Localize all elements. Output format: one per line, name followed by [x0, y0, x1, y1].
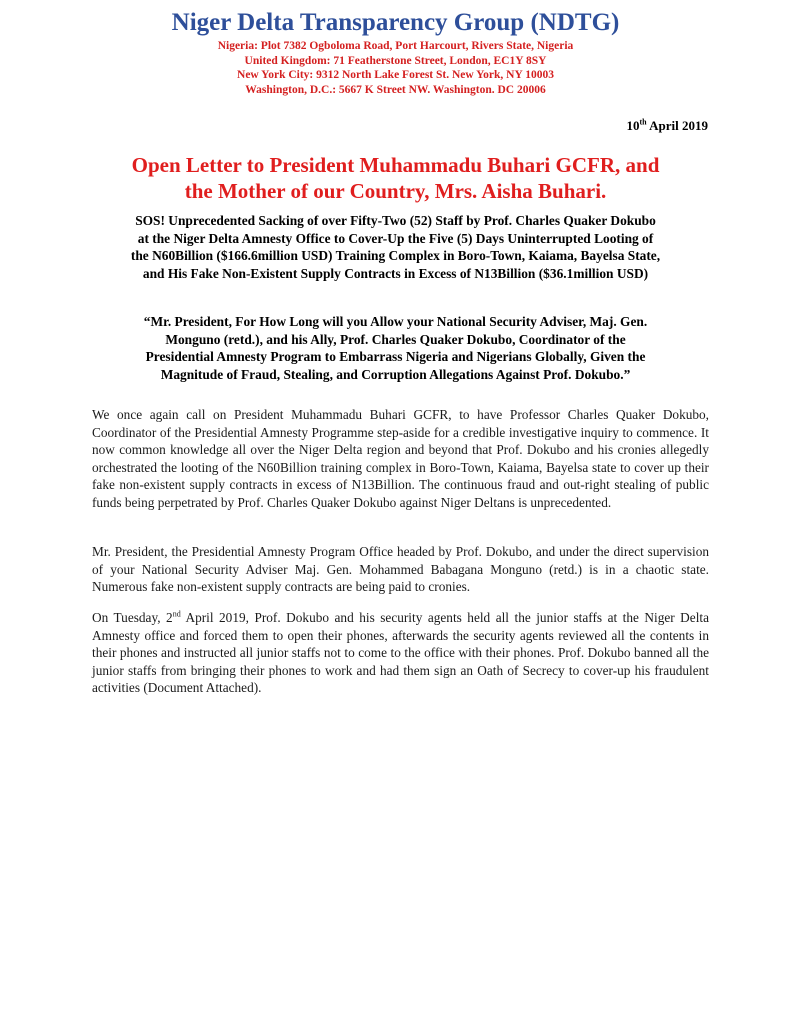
quote-line-1: “Mr. President, For How Long will you Allow your National Security Adviser, Maj. Gen.: [143, 314, 648, 329]
date-day-suffix: th: [639, 117, 647, 127]
address-united-kingdom: United Kingdom: 71 Featherstone Street, London, EC1Y 8SY: [244, 54, 547, 67]
paragraph-3-lead: On Tuesday, 2: [92, 610, 173, 625]
date-month-year: April 2019: [646, 118, 708, 133]
subheading-line-4: and His Fake Non-Existent Supply Contracts in Excess of N13Billion ($36.1million USD): [142, 265, 649, 281]
letter-subheading: [70, 212, 721, 282]
body-paragraph-2: Mr. President, the Presidential Amnesty Program Office headed by Prof. Dokubo, and under the direct supervision of your National Security Adviser Maj. Gen. Mohammed Babagana Monguno (retd.) is in a chaotic state. Numerous fake non-existent supply contracts are being paid to cronies.: [92, 544, 709, 595]
date-day: 10: [626, 118, 640, 133]
letter-date: [626, 118, 708, 134]
paragraph-3-rest: April 2019, Prof. Dokubo and his security agents held all the junior staffs at the Niger Delta Amnesty office and forced them to open their phones, afterwards the security agents reviewed all the contents in their phones and instructed all junior staffs not to come to the office with their phones. Prof. Dokubo banned all the junior staffs from bringing their phones to work and had them sign an Oath of Secrecy to cover-up his fraudulent activities (Document Attached).: [92, 610, 709, 696]
quote-line-2: Monguno (retd.), and his Ally, Prof. Charles Quaker Dokubo, Coordinator of the: [165, 331, 626, 347]
subheading-line-2: at the Niger Delta Amnesty Office to Cover-Up the Five (5) Days Uninterrupted Looting of: [137, 230, 654, 246]
headline-line-1: Open Letter to President Muhammadu Buhari GCFR, and: [131, 153, 660, 177]
subheading-line-3: the N60Billion ($166.6million USD) Training Complex in Boro-Town, Kaiama, Bayelsa State,: [130, 248, 661, 264]
quote-line-4: Magnitude of Fraud, Stealing, and Corruption Allegations Against Prof. Dokubo.”: [160, 366, 631, 382]
quote-line-3: Presidential Amnesty Program to Embarrass Nigeria and Nigerians Globally, Given the: [145, 349, 646, 365]
paragraph-3-ordinal: nd: [172, 609, 181, 619]
address-nigeria: Nigeria: Plot 7382 Ogboloma Road, Port Harcourt, Rivers State, Nigeria: [217, 40, 574, 52]
pull-quote: [70, 313, 721, 383]
body-paragraph-3: [92, 609, 709, 697]
address-new-york: New York City: 9312 North Lake Forest St. New York, NY 10003: [237, 69, 554, 81]
subheading-line-1: SOS! Unprecedented Sacking of over Fifty-Two (52) Staff by Prof. Charles Quaker Dokubo: [135, 213, 656, 228]
address-washington: Washington, D.C.: 5667 K Street NW. Washington. DC 20006: [245, 83, 546, 96]
headline-line-2: the Mother of our Country, Mrs. Aisha Buhari.: [184, 179, 607, 203]
letter-headline: [0, 152, 791, 204]
organization-name: Niger Delta Transparency Group (NDTG): [171, 9, 620, 36]
body-paragraph-1: We once again call on President Muhammadu Buhari GCFR, to have Professor Charles Quaker Dokubo, Coordinator of the Presidential Amnesty Programme step-aside for a credible investigative inquiry to commence. It now common knowledge all over the Niger Delta region and beyond that Prof. Dokubo and his cronies allegedly orchestrated the looting of the N60Billion training complex in Boro-Town, Kaiama, Bayelsa state to cover up their fake non-existent supply contracts in excess of N13Billion. The continuous fraud and out-right stealing of public funds being perpetrated by Prof. Charles Quaker Dokubo against Niger Deltans is unprecedented.: [92, 407, 709, 510]
address-block: [0, 39, 791, 97]
